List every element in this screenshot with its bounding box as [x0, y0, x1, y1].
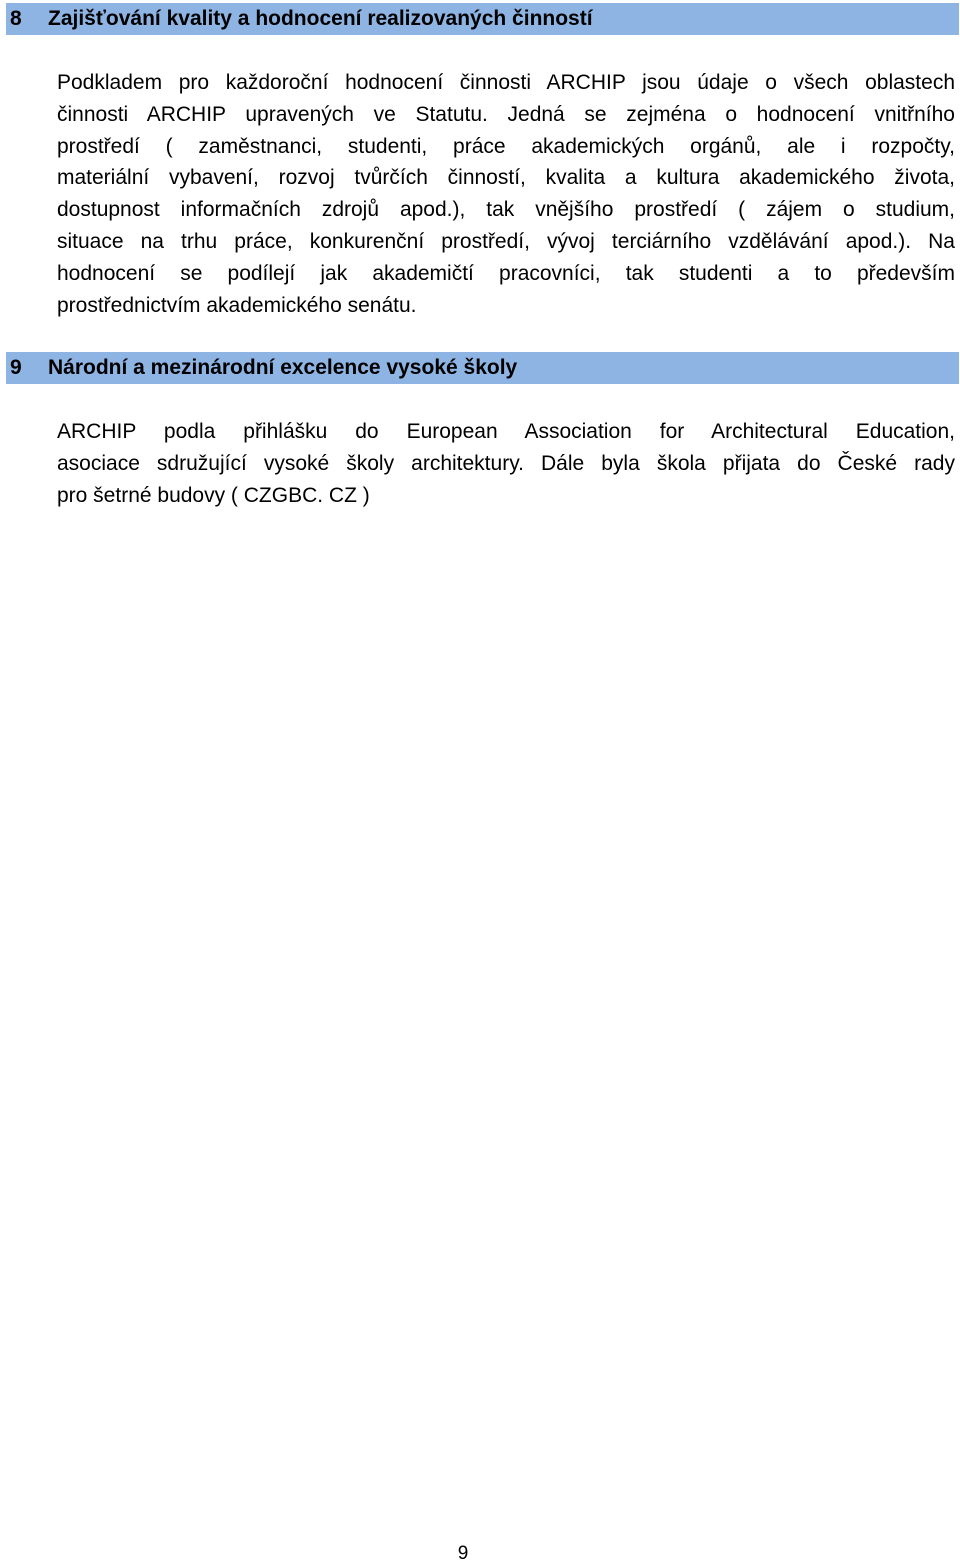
- section-8-heading: [6, 3, 959, 35]
- paragraph-line: materiální vybavení, rozvoj tvůrčích činností, kvalita a kultura akademického života,: [57, 166, 955, 190]
- paragraph-line: pro šetrné budovy ( CZGBC. CZ ): [57, 483, 370, 507]
- paragraph-line: činnosti ARCHIP upravených ve Statutu. Jedná se zejména o hodnocení vnitřního: [57, 102, 955, 126]
- section-title: Národní a mezinárodní excelence vysoké školy: [48, 356, 518, 379]
- paragraph-line: Podkladem pro každoroční hodnocení činnosti ARCHIP jsou údaje o všech oblastech: [57, 71, 955, 94]
- paragraph-line: dostupnost informačních zdrojů apod.), tak vnějšího prostředí ( zájem o studium,: [57, 198, 955, 222]
- section-number: 8: [10, 7, 22, 30]
- section-8-paragraph: [57, 67, 955, 321]
- paragraph-line: hodnocení se podílejí jak akademičtí pracovníci, tak studenti a to především: [57, 261, 955, 285]
- section-9-heading: [6, 352, 959, 384]
- page-number: 9: [457, 1543, 469, 1564]
- paragraph-line: asociace sdružující vysoké školy architektury. Dále byla škola přijata do České rady: [57, 451, 955, 475]
- section-9-paragraph: [57, 416, 955, 511]
- section-number: 9: [10, 356, 22, 379]
- paragraph-line: prostřednictvím akademického senátu.: [57, 293, 417, 317]
- section-title: Zajišťování kvality a hodnocení realizovaných činností: [48, 7, 593, 30]
- paragraph-line: prostředí ( zaměstnanci, studenti, práce akademických orgánů, ale i rozpočty,: [57, 134, 955, 158]
- paragraph-line: situace na trhu práce, konkurenční prostředí, vývoj terciárního vzdělávání apod.). Na: [57, 229, 955, 253]
- paragraph-line: ARCHIP podla přihlášku do European Association for Architectural Education,: [57, 420, 955, 443]
